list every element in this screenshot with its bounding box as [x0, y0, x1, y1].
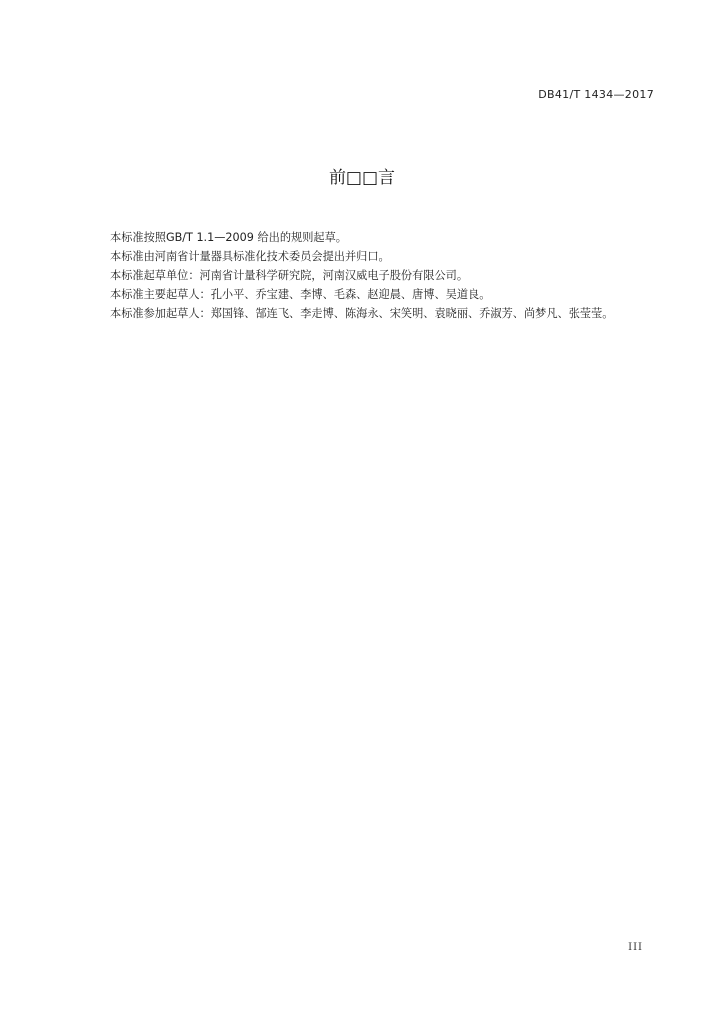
paragraph-drafting-units: 本标准起草单位：河南省计量科学研究院，河南汉威电子股份有限公司。 — [110, 269, 469, 282]
page-number: III — [628, 942, 643, 953]
paragraph-participating-drafters: 本标准参加起草人：郑国锋、郜连飞、李走博、陈海永、宋笑明、袁晓丽、乔淑芳、尚梦凡、张莹莹。 — [110, 307, 614, 320]
preface-body — [87, 228, 657, 323]
page-title: 前□□言 — [328, 168, 396, 188]
paragraph-drafting-rules: 本标准按照GB/T 1.1—2009 给出的规则起草。 — [110, 231, 347, 244]
paragraph-main-drafters: 本标准主要起草人：孔小平、乔宝建、李博、毛森、赵迎晨、唐博、吴道良。 — [110, 288, 491, 301]
paragraph-proposer: 本标准由河南省计量器具标准化技术委员会提出并归口。 — [110, 250, 390, 263]
standard-code: DB41/T 1434—2017 — [538, 88, 654, 101]
